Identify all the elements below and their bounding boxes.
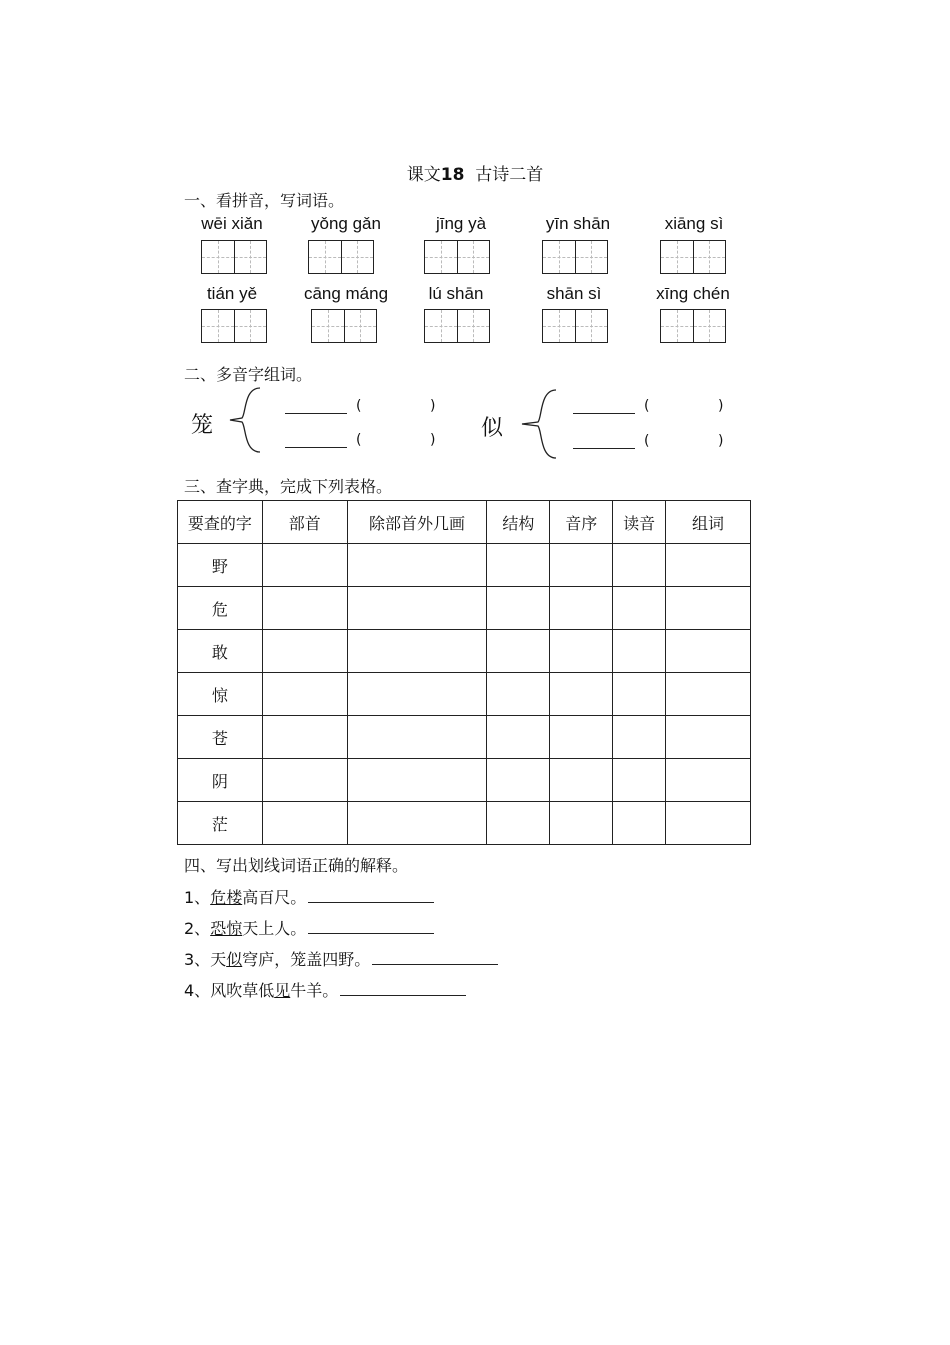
underlined-word: 危楼: [210, 888, 243, 907]
answer-cell[interactable]: [613, 587, 666, 630]
answer-cell[interactable]: [347, 802, 487, 845]
paren-close: ): [718, 398, 724, 414]
question-line: 3、天似穹庐，笼盖四野。: [184, 947, 498, 970]
pinyin-label: yǒng gǎn: [311, 214, 381, 233]
answer-cell[interactable]: [613, 544, 666, 587]
answer-cell[interactable]: [347, 587, 487, 630]
answer-cell[interactable]: [347, 544, 487, 587]
column-header: 要查的字: [178, 501, 263, 544]
question-line: 4、风吹草低见牛羊。: [184, 978, 466, 1001]
column-header: 组词: [666, 501, 751, 544]
answer-cell[interactable]: [347, 673, 487, 716]
answer-blank[interactable]: [285, 446, 347, 448]
answer-cell[interactable]: [666, 759, 751, 802]
underlined-word: 恐惊: [210, 919, 243, 938]
table-row: [178, 587, 751, 630]
answer-cell[interactable]: [262, 630, 347, 673]
paren-open: (: [644, 433, 650, 449]
answer-blank[interactable]: [308, 919, 434, 934]
answer-blank[interactable]: [372, 950, 498, 965]
answer-cell[interactable]: [666, 716, 751, 759]
answer-cell[interactable]: [262, 673, 347, 716]
answer-blank[interactable]: [573, 412, 635, 414]
answer-cell[interactable]: [613, 673, 666, 716]
answer-cell[interactable]: [487, 587, 550, 630]
brace-icon: [518, 386, 558, 462]
table-row: [178, 802, 751, 845]
answer-cell[interactable]: [613, 759, 666, 802]
answer-cell[interactable]: [487, 802, 550, 845]
section3-heading: 三、查字典，完成下列表格。: [184, 477, 393, 496]
column-header: 结构: [487, 501, 550, 544]
answer-cell[interactable]: [550, 587, 613, 630]
answer-cell[interactable]: [613, 716, 666, 759]
answer-cell[interactable]: [347, 759, 487, 802]
answer-cell[interactable]: [262, 759, 347, 802]
row-char: 敢: [178, 630, 263, 673]
writing-grid[interactable]: [201, 240, 267, 274]
answer-cell[interactable]: [613, 802, 666, 845]
answer-cell[interactable]: [550, 802, 613, 845]
pinyin-label: tián yě: [206, 284, 258, 303]
polyphone-char: 似: [481, 416, 504, 441]
writing-grid[interactable]: [660, 240, 726, 274]
polyphone-char: 笼: [191, 413, 214, 438]
pinyin-label: jīng yà: [435, 214, 487, 233]
answer-cell[interactable]: [487, 716, 550, 759]
answer-cell[interactable]: [666, 630, 751, 673]
answer-cell[interactable]: [550, 673, 613, 716]
answer-cell[interactable]: [262, 544, 347, 587]
row-char: 野: [178, 544, 263, 587]
writing-grid[interactable]: [424, 309, 490, 343]
column-header: 除部首外几画: [347, 501, 487, 544]
underlined-word: 见: [274, 981, 291, 1000]
writing-grid[interactable]: [201, 309, 267, 343]
column-header: 部首: [262, 501, 347, 544]
brace-icon: [226, 384, 266, 456]
answer-cell[interactable]: [550, 630, 613, 673]
pinyin-label: cāng máng: [303, 284, 389, 303]
answer-cell[interactable]: [487, 544, 550, 587]
answer-cell[interactable]: [666, 587, 751, 630]
paren-close: ): [718, 433, 724, 449]
answer-cell[interactable]: [666, 544, 751, 587]
pinyin-label: yīn shān: [545, 214, 611, 233]
section2-heading: 二、多音字组词。: [184, 365, 313, 384]
paren-close: ): [430, 432, 436, 448]
underlined-word: 似: [226, 950, 243, 969]
writing-grid[interactable]: [542, 240, 608, 274]
table-row: [178, 630, 751, 673]
table-header-row: [178, 501, 751, 544]
row-char: 危: [178, 587, 263, 630]
column-header: 读音: [613, 501, 666, 544]
question-line: 1、危楼高百尺。: [184, 885, 434, 908]
answer-blank[interactable]: [573, 447, 635, 449]
pinyin-label: lú shān: [428, 284, 484, 303]
answer-blank[interactable]: [340, 981, 466, 996]
paren-open: (: [356, 398, 362, 414]
answer-cell[interactable]: [487, 630, 550, 673]
section4-heading: 四、写出划线词语正确的解释。: [184, 856, 409, 875]
answer-cell[interactable]: [550, 716, 613, 759]
row-char: 茫: [178, 802, 263, 845]
writing-grid[interactable]: [308, 240, 374, 274]
pinyin-label: shān sì: [546, 284, 602, 303]
writing-grid[interactable]: [660, 309, 726, 343]
answer-cell[interactable]: [262, 802, 347, 845]
table-row: [178, 673, 751, 716]
answer-cell[interactable]: [487, 759, 550, 802]
answer-cell[interactable]: [613, 630, 666, 673]
answer-cell[interactable]: [262, 716, 347, 759]
row-char: 阴: [178, 759, 263, 802]
paren-open: (: [356, 432, 362, 448]
pinyin-label: xīng chén: [656, 284, 730, 303]
answer-cell[interactable]: [347, 630, 487, 673]
answer-blank[interactable]: [285, 412, 347, 414]
answer-cell[interactable]: [666, 673, 751, 716]
row-char: 惊: [178, 673, 263, 716]
paren-open: (: [644, 398, 650, 414]
writing-grid[interactable]: [542, 309, 608, 343]
question-line: 2、恐惊天上人。: [184, 916, 434, 939]
table-row: [178, 544, 751, 587]
writing-grid[interactable]: [424, 240, 490, 274]
section1-heading: 一、看拼音，写词语。: [184, 191, 345, 210]
paren-close: ): [430, 398, 436, 414]
table-row: [178, 716, 751, 759]
writing-grid[interactable]: [311, 309, 377, 343]
pinyin-label: xiāng sì: [664, 214, 724, 233]
answer-cell[interactable]: [550, 544, 613, 587]
answer-cell[interactable]: [487, 673, 550, 716]
answer-cell[interactable]: [550, 759, 613, 802]
answer-blank[interactable]: [308, 888, 434, 903]
page-title: 课文18 古诗二首: [406, 165, 544, 185]
answer-cell[interactable]: [347, 716, 487, 759]
dictionary-table: [177, 500, 751, 845]
column-header: 音序: [550, 501, 613, 544]
pinyin-label: wēi xiǎn: [201, 214, 263, 233]
table-row: [178, 759, 751, 802]
row-char: 苍: [178, 716, 263, 759]
answer-cell[interactable]: [262, 587, 347, 630]
answer-cell[interactable]: [666, 802, 751, 845]
